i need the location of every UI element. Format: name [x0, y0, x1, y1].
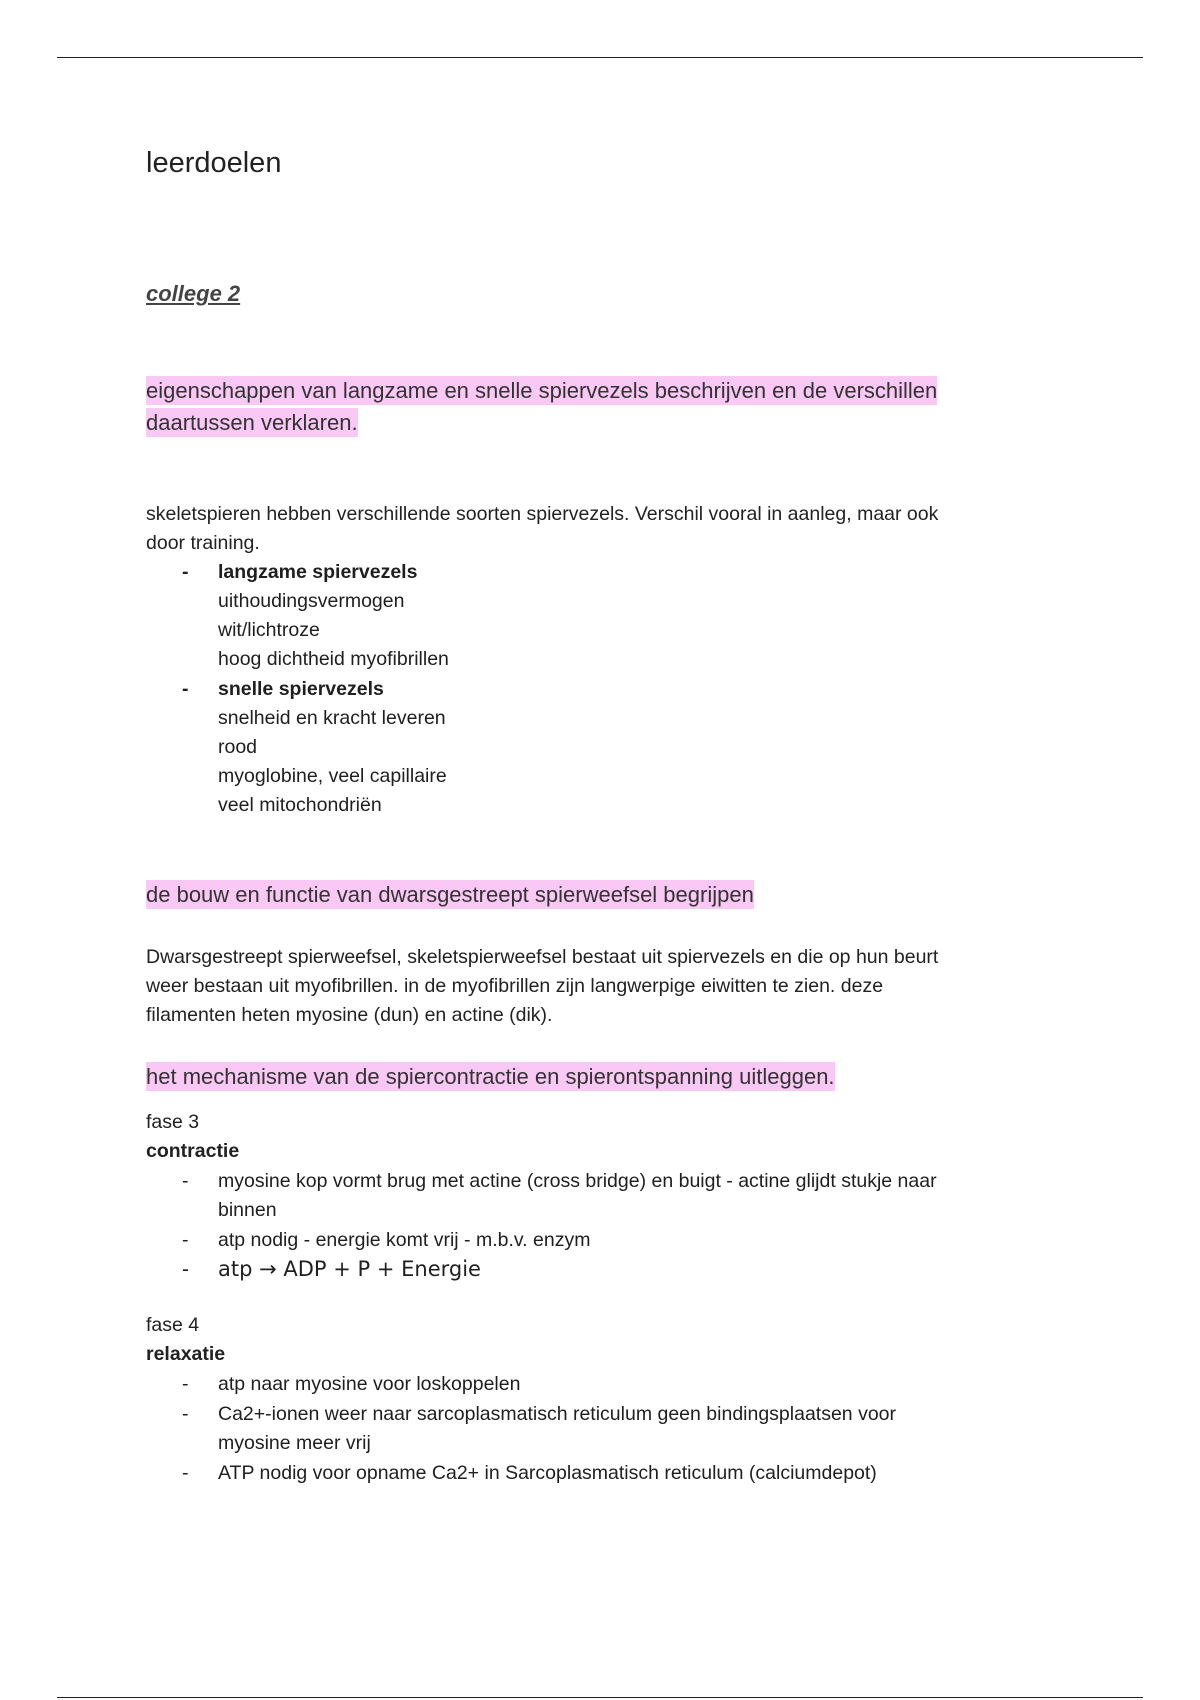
- section-heading-college: college 2: [146, 281, 241, 306]
- slow-fiber-property: hoog dichtheid myofibrillen: [218, 648, 449, 670]
- learning-goal-3: het mechanisme van de spiercontractie en spierontspanning uitleggen.: [146, 1064, 835, 1089]
- slow-fiber-property: wit/lichtroze: [218, 619, 320, 641]
- list-item-continuation: binnen: [218, 1199, 277, 1221]
- top-rule: [57, 57, 1143, 58]
- list-item-continuation: myosine meer vrij: [218, 1432, 371, 1454]
- tissue-line3: filamenten heten myosine (dun) en actine (dik).: [146, 1004, 553, 1026]
- phase-4-label: fase 4: [146, 1314, 200, 1336]
- bottom-rule: [57, 1697, 1143, 1698]
- slow-fiber-property: uithoudingsvermogen: [218, 590, 405, 612]
- page-title: leerdoelen: [146, 147, 282, 179]
- phase-3-label: fase 3: [146, 1111, 200, 1133]
- intro-line1: skeletspieren hebben verschillende soorten spiervezels. Verschil vooral in aanleg, maar ook: [146, 503, 939, 525]
- learning-goal-1-line1: eigenschappen van langzame en snelle spiervezels beschrijven en de verschillen: [146, 378, 938, 403]
- phase-3-title: contractie: [146, 1140, 240, 1162]
- tissue-line1: Dwarsgestreept spierweefsel, skeletspierweefsel bestaat uit spiervezels en die op hun beurt: [146, 946, 939, 968]
- fast-fiber-property: rood: [218, 736, 258, 758]
- fast-fiber-property: veel mitochondriën: [218, 794, 382, 816]
- fast-fiber-property: snelheid en kracht leveren: [218, 707, 446, 729]
- phase-4-title: relaxatie: [146, 1343, 226, 1365]
- intro-line2: door training.: [146, 532, 260, 554]
- fast-fiber-property: myoglobine, veel capillaire: [218, 765, 447, 787]
- tissue-line2: weer bestaan uit myofibrillen. in de myofibrillen zijn langwerpige eiwitten te zien. deze: [146, 975, 884, 997]
- learning-goal-2: de bouw en functie van dwarsgestreept spierweefsel begrijpen: [146, 882, 754, 907]
- learning-goal-1-line2: daartussen verklaren.: [146, 410, 358, 435]
